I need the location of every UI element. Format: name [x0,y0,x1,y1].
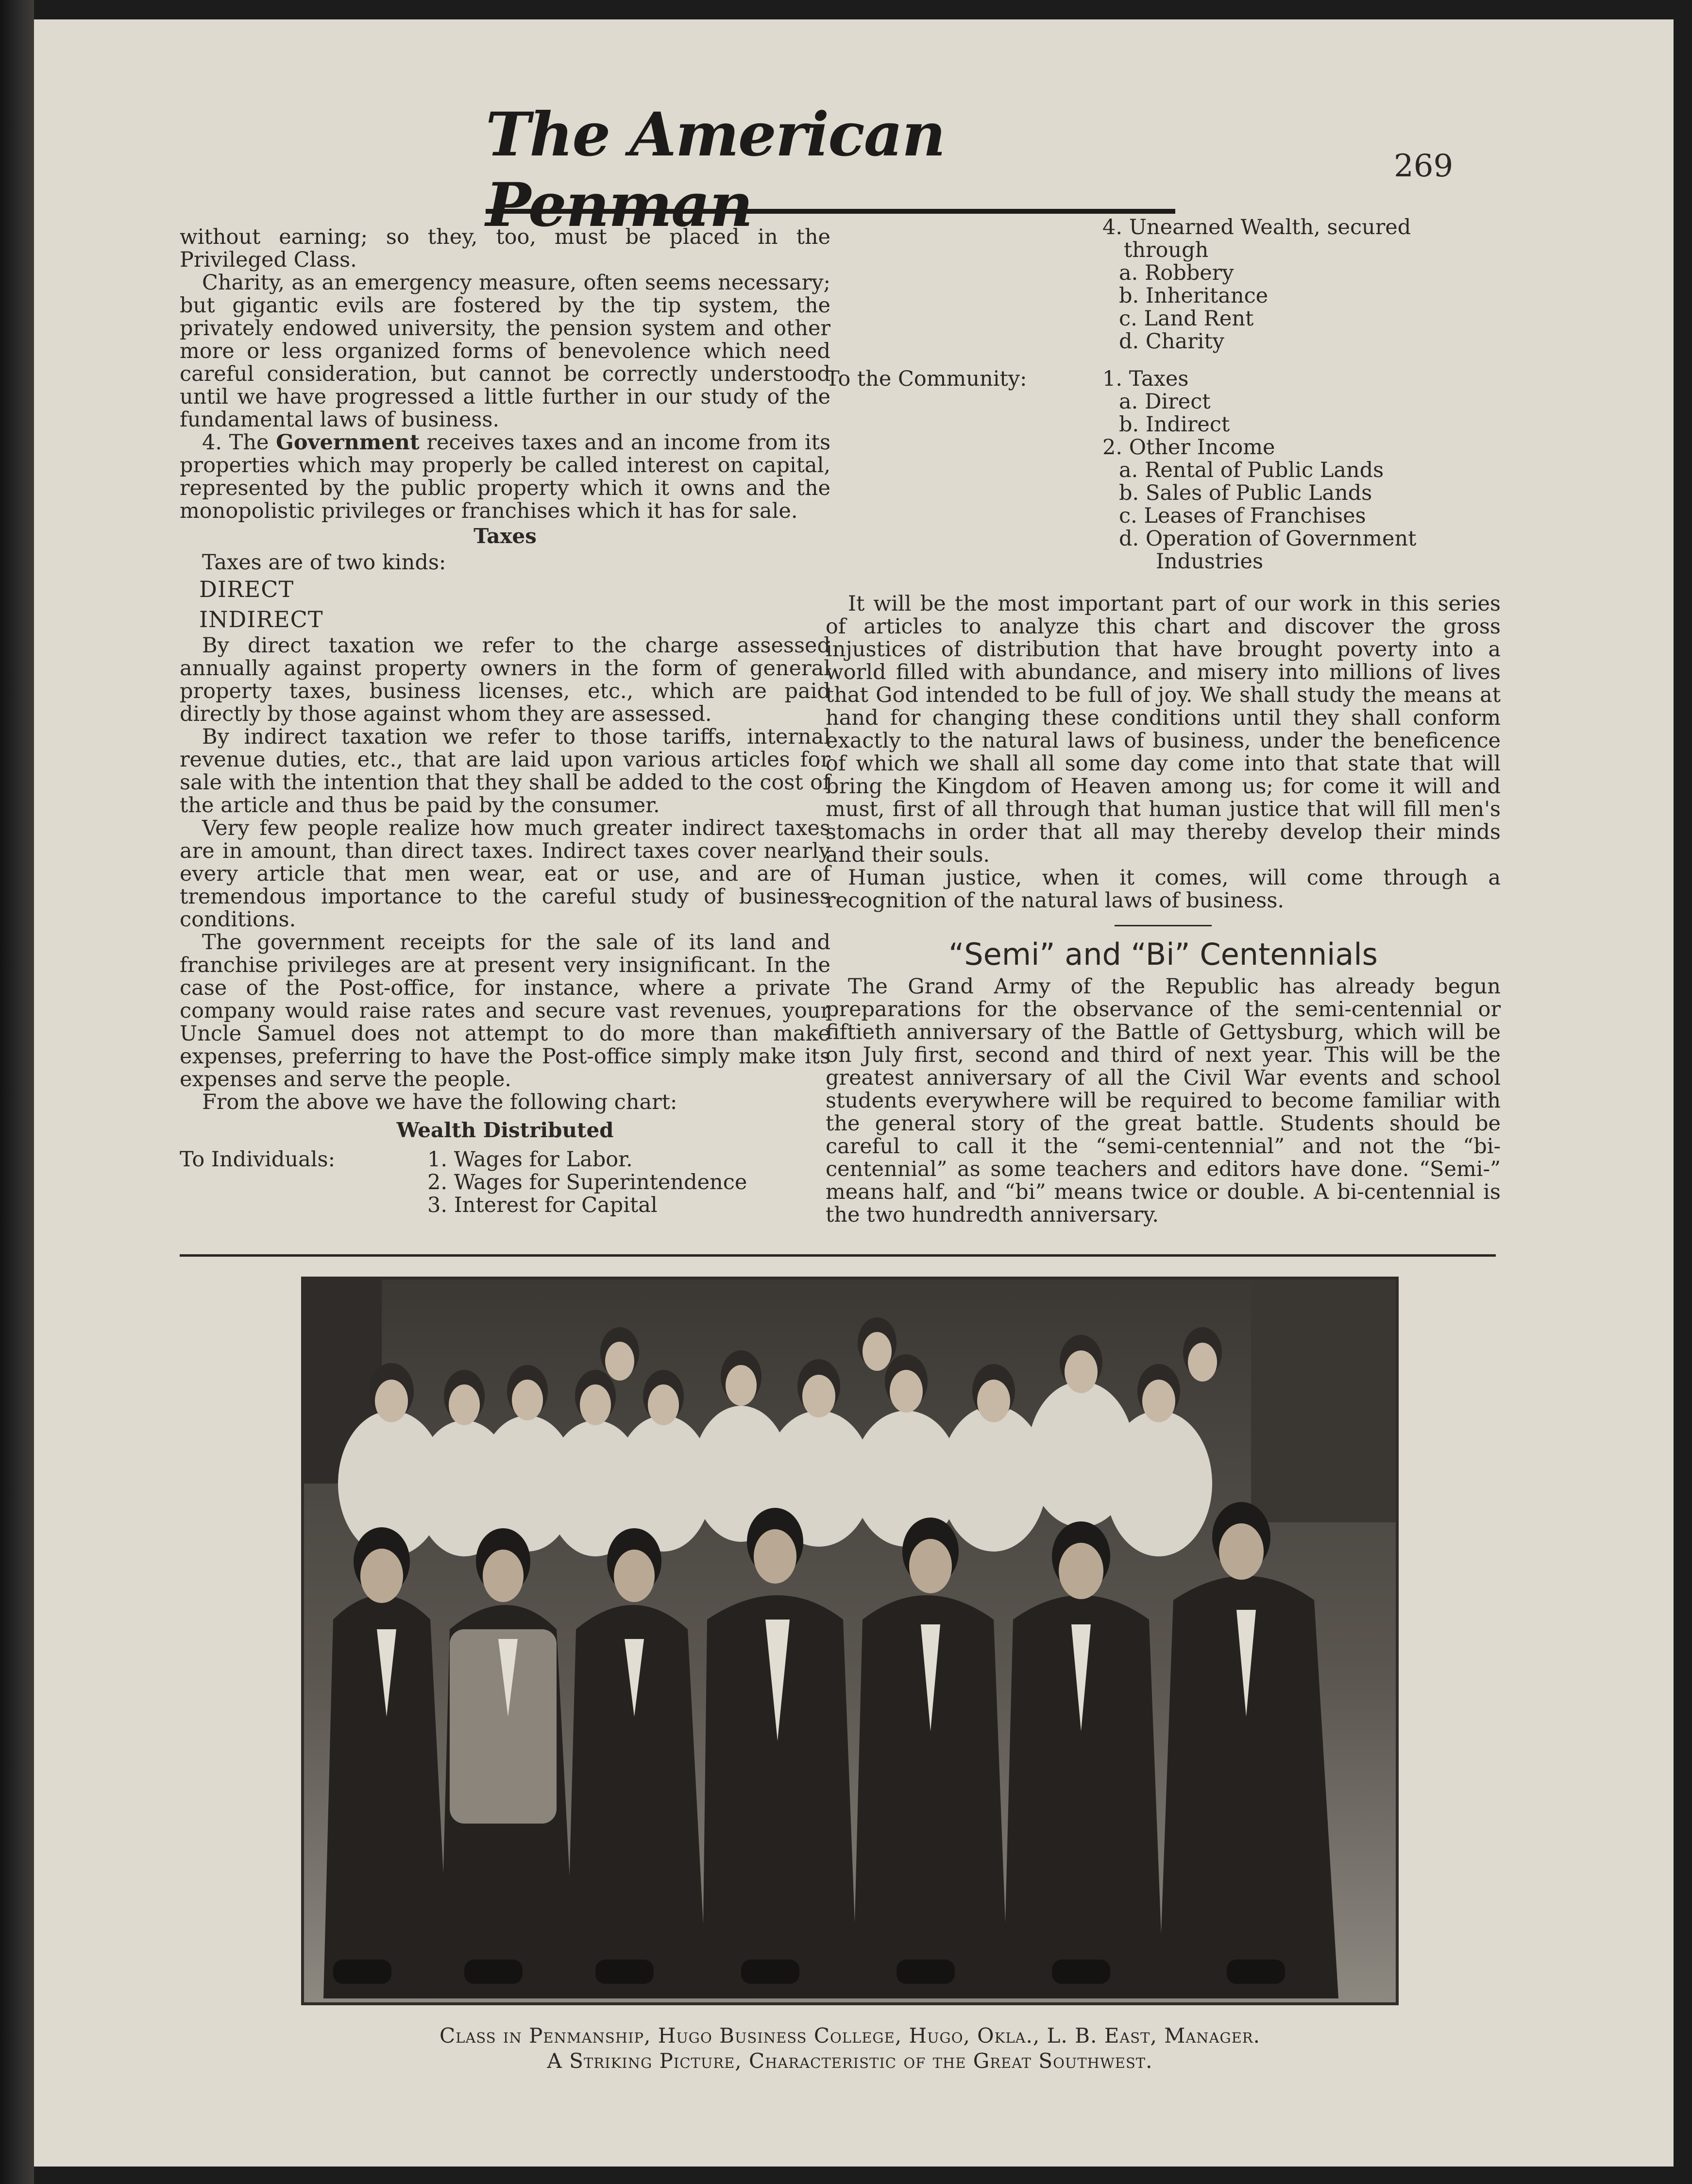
photo-illustration [304,1280,1396,2002]
right-column [826,216,1501,1227]
chart-item: 2. Wages for Superintendence [427,1170,747,1194]
taxes-heading: Taxes [474,524,537,548]
paragraph: Taxes are of two kinds: [202,550,446,575]
chart-subitem: a. Robbery [1119,261,1234,285]
paragraph: By indirect taxation we refer to those tariffs, internal revenue duties, etc., that are laid upon various articles for sale with the intention that they shall be added to the cost of the article and thus be paid by the consumer. [180,725,830,818]
section-title: “Semi” and “Bi” Centennials [948,937,1378,972]
paragraph-lead: 4. The [202,430,269,455]
chart-continuation [826,216,1501,353]
masthead-logo: The American Penman [486,131,1175,214]
chart-subitem: b. Inheritance [1119,284,1269,308]
caption-line: A Striking Picture, Characteristic of the Great Southwest. [547,2049,1153,2073]
chart-item: through [1124,238,1209,262]
chart-item: 1. Taxes [1102,367,1189,391]
paragraph: The Grand Army of the Republic has already begun preparations for the observance of the semi-centennial or fiftieth anniversary of the Battle of Gettysburg, which will be on July first, second and third of next year. This will be the greatest anniversary of all the Civil War events and school students everywhere will be required to become familiar with the general story of the great battle. Students should be careful to call it the “semi-centennial” and not the “bi-centennial” as some teachers and editors have done. “Semi-” means half, and “bi” means twice or double. A bi-centennial is the two hundredth anniversary. [826,974,1501,1227]
chart-row-label: To Individuals: [180,1147,336,1172]
chart-subitem: a. Rental of Public Lands [1119,458,1384,482]
paragraph-rest: receives taxes and an income from its properties which may properly be called interest on capital, represented by the public property which it owns and the monopolistic privileges or franchises which it has for sale. [180,430,831,523]
chart-subitem: b. Sales of Public Lands [1119,481,1372,505]
paragraph: By direct taxation we refer to the charge assessed annually against property owners in the form of general property taxes, business licenses, etc., which are paid directly by those against whom they are assessed. [180,633,830,726]
section-rule [1115,925,1212,926]
chart-heading: Wealth Distributed [396,1118,614,1142]
page-number: 269 [1394,148,1454,184]
horizontal-divider [180,1254,1496,1257]
chart-subitem: a. Direct [1119,390,1211,414]
caption-line: Class in Penmanship, Hugo Business College, Hugo, Okla., L. B. East, Manager. [440,2024,1260,2048]
paragraph: Human justice, when it comes, will come through a recognition of the natural laws of business. [826,866,1501,913]
chart-item: 3. Interest for Capital [427,1193,658,1217]
tax-kind-indirect: INDIRECT [199,606,323,632]
chart-subitem: d. Operation of Government [1119,527,1417,551]
paragraph: The government receipts for the sale of its land and franchise privileges are at present very insignificant. In the case of the Post-office, for instance, where a private company would raise rates and secure vast revenues, your Uncle Samuel does not attempt to do more than make expenses, preferring to have the Post-office simply make its expenses and serve the people. [180,930,830,1092]
tax-kind-direct: DIRECT [199,576,294,602]
chart-individuals-row [180,1148,830,1217]
chart-item: 4. Unearned Wealth, secured [1102,215,1411,239]
paragraph [180,431,830,523]
chart-row-label: To the Community: [826,367,1027,391]
chart-row-items [1102,368,1501,573]
paragraph: From the above we have the following chart: [202,1090,677,1114]
chart-subitem: b. Indirect [1119,412,1230,437]
chart-item: 2. Other Income [1102,435,1275,460]
paragraph: Very few people realize how much greater indirect taxes are in amount, than direct taxes. Indirect taxes cover nearly every article that men wear, eat or use, and are of tremendous importance to the careful study of business conditions. [180,816,830,932]
chart-item: 1. Wages for Labor. [427,1147,633,1172]
class-photograph [301,1277,1399,2005]
photo-caption [301,2023,1399,2074]
paragraph: without earning; so they, too, must be placed in the Privileged Class. [180,225,830,272]
chart-subitem: c. Leases of Franchises [1119,504,1366,528]
book-spine [0,0,34,2184]
left-column [180,226,830,1217]
paragraph: It will be the most important part of our work in this series of articles to analyze this chart and discover the gross injustices of distribution that have brought poverty into a world filled with abundance, and misery into millions of lives that God intended to be full of joy. We shall study the means at hand for changing these conditions until they shall conform exactly to the natural laws of business, under the beneficence of which we shall all some day come into that state that will bring the Kingdom of Heaven among us; for come it will and must, first of all through that human justice that will fill men's stomachs in order that all may thereby develop their minds and their souls. [826,592,1501,867]
paragraph: Charity, as an emergency measure, often seems necessary; but gigantic evils are fostered by the tip system, the privately endowed university, the pension system and other more or less organized forms of benevolence which need careful consideration, but cannot be correctly understood until we have progressed a little further in our study of the fundamental laws of business. [180,271,830,432]
chart-subitem: Industries [1156,549,1264,574]
chart-community-row [826,368,1501,573]
chart-subitem: d. Charity [1119,329,1224,354]
chart-subitem: c. Land Rent [1119,307,1254,331]
government-term: Government [276,430,420,455]
chart-row-items [427,1148,830,1217]
